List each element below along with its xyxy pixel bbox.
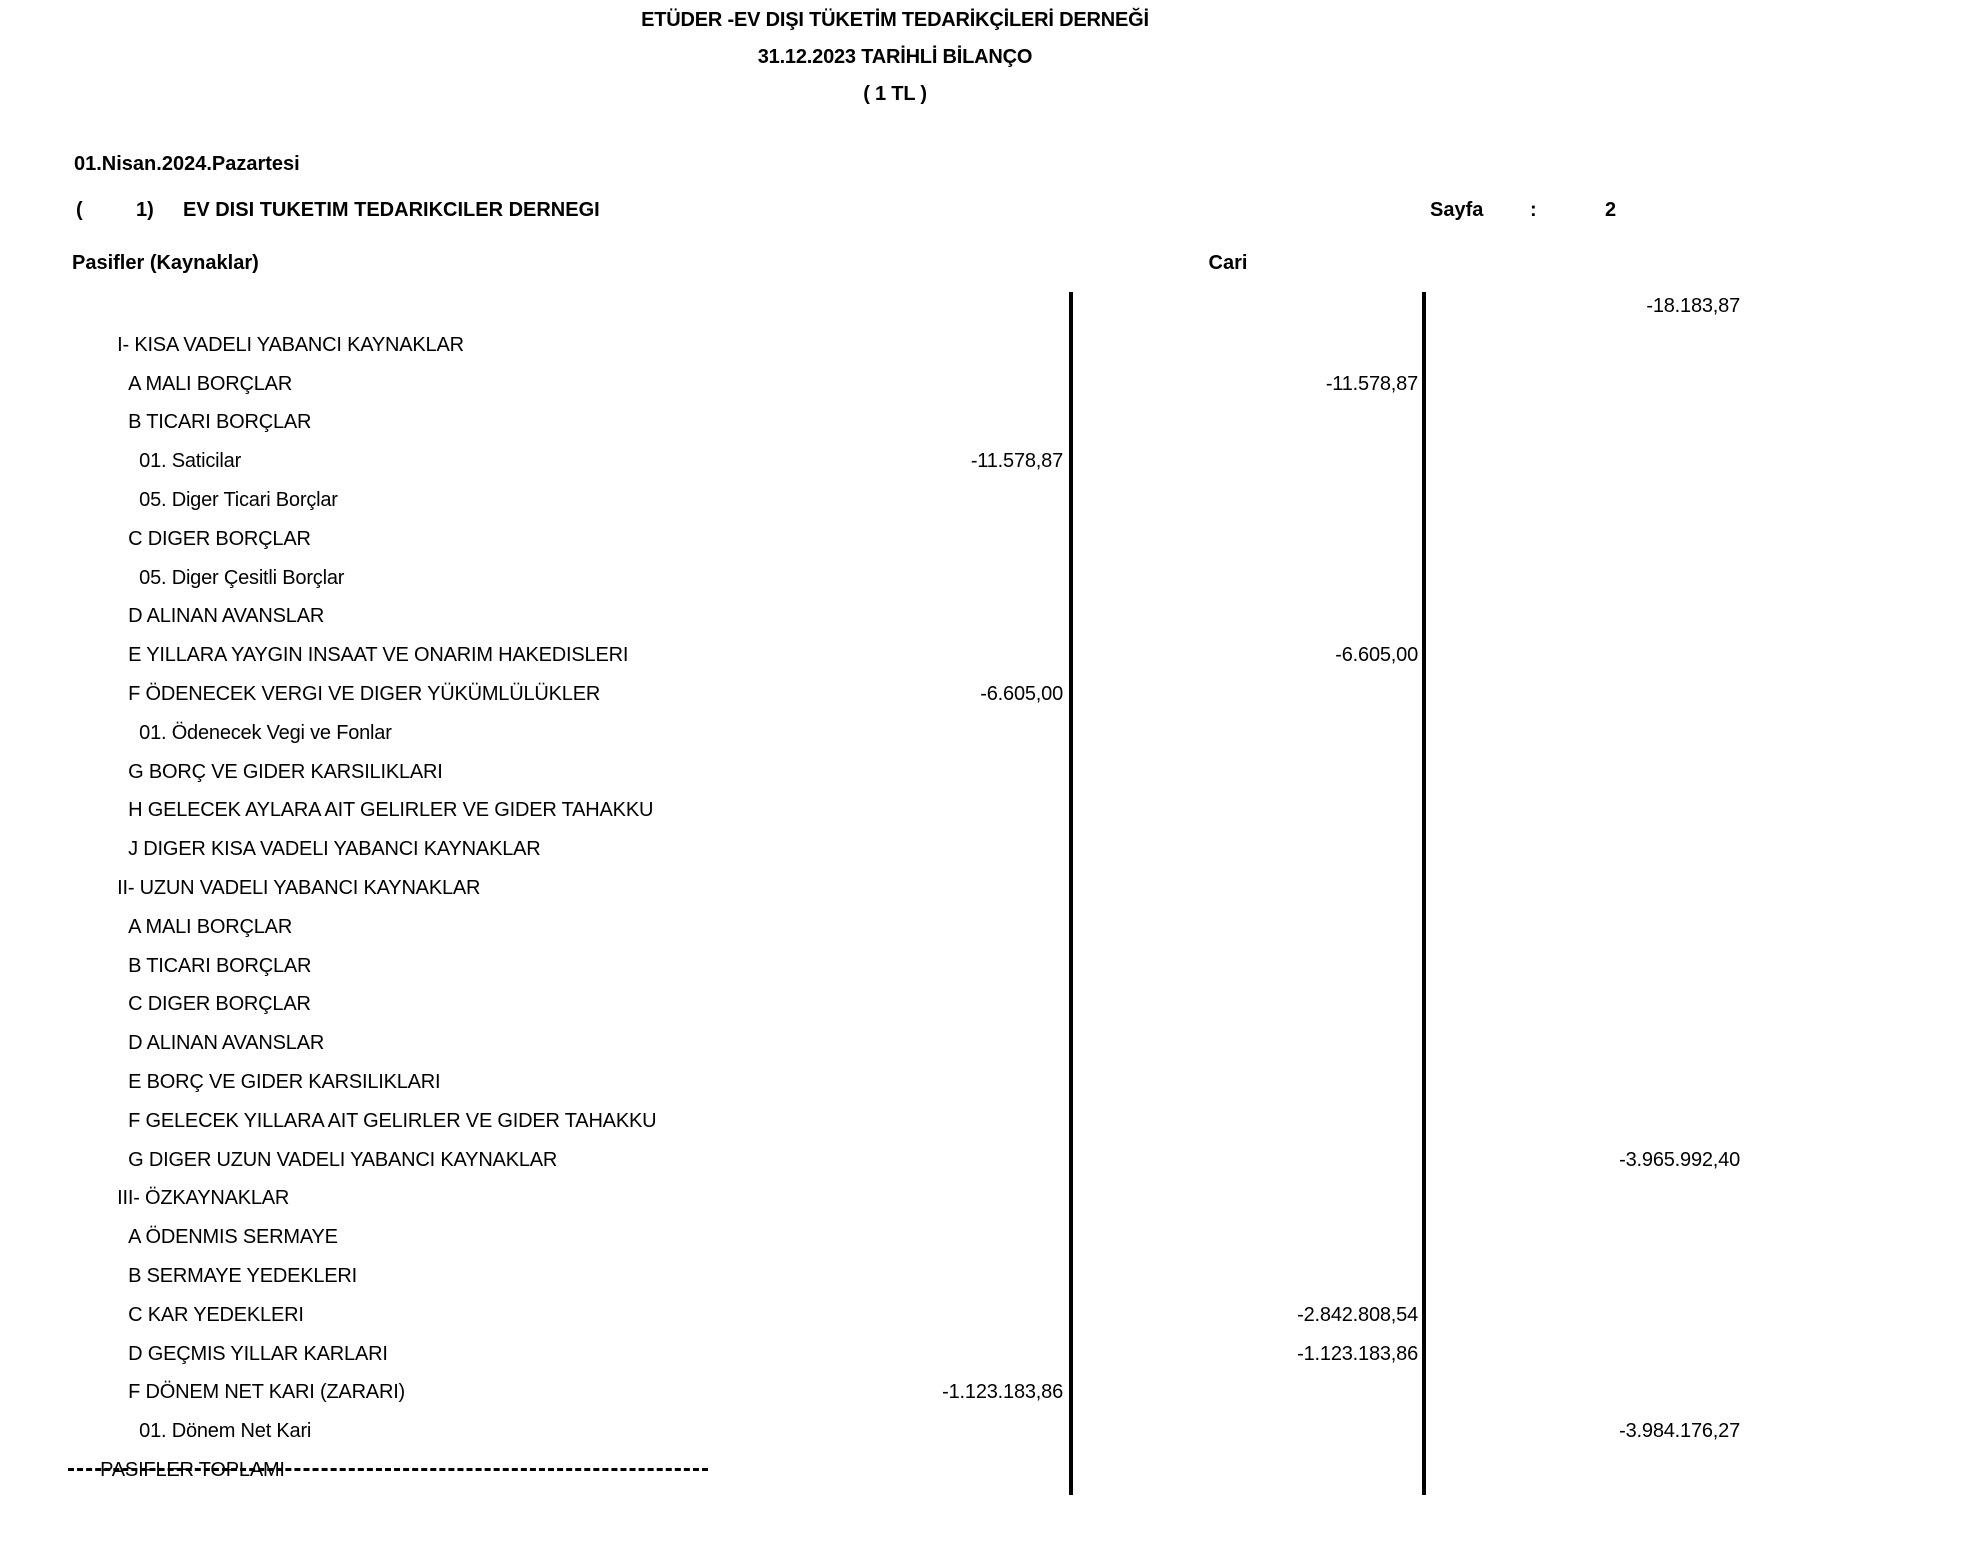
row-amount-detail: -1.123.183,86 (942, 1381, 1063, 1404)
table-row (0, 1024, 1964, 1093)
table-row (0, 985, 1964, 1055)
table-row (0, 908, 1964, 977)
organization-title: ETÜDER -EV DIŞI TÜKETİM TEDARİKÇİLERİ DERNEĞİ (641, 9, 1149, 31)
row-label: C DIGER BORÇLAR (128, 993, 311, 1016)
row-amount-subtotal: -2.842.808,54 (1297, 1303, 1418, 1326)
table-row (0, 287, 1964, 356)
page-colon: : (1530, 199, 1537, 221)
row-label: B SERMAYE YEDEKLERI (128, 1264, 358, 1287)
row-label: G BORÇ VE GIDER KARSILIKLARI (128, 760, 443, 783)
row-amount-subtotal: -11.578,87 (1325, 372, 1418, 395)
row-label: J DIGER KISA VADELI YABANCI KAYNAKLAR (128, 838, 541, 861)
table-row (0, 869, 1964, 938)
column-divider-line-2 (1422, 292, 1426, 1495)
company-open-paren: ( (76, 199, 83, 221)
row-amount-subtotal: -1.123.183,86 (1297, 1342, 1418, 1365)
row-label: D ALINAN AVANSLAR (128, 605, 325, 628)
row-label: 05. Diger Ticari Borçlar (139, 488, 338, 511)
table-row (0, 365, 1964, 434)
row-label: D ALINAN AVANSLAR (128, 1032, 325, 1055)
row-label: F DÖNEM NET KARI (ZARARI) (128, 1381, 406, 1404)
table-row (0, 1141, 1964, 1210)
current-period-header: Cari (1208, 252, 1248, 274)
row-label: F GELECEK YILLARA AIT GELIRLER VE GIDER TAHAKKU (128, 1109, 657, 1132)
page-number: 2 (1605, 199, 1617, 221)
table-row (0, 481, 1964, 550)
row-amount-total: -3.984.176,27 (1619, 1420, 1740, 1443)
row-label: 01. Saticilar (139, 450, 242, 473)
table-row (0, 791, 1964, 861)
dashed-separator (68, 1468, 708, 1471)
row-label: H GELECEK AYLARA AIT GELIRLER VE GIDER TAHAKKU (128, 799, 654, 822)
table-row (0, 1335, 1964, 1404)
company-name: EV DISI TUKETIM TEDARIKCILER DERNEGI (183, 199, 600, 221)
row-amount-detail: -11.578,87 (970, 450, 1063, 473)
liabilities-header: Pasifler (Kaynaklar) (72, 252, 259, 274)
table-row (0, 1063, 1964, 1132)
row-label: I- KISA VADELI YABANCI KAYNAKLAR (117, 333, 464, 356)
report-title: 31.12.2023 TARİHLİ BİLANÇO (757, 46, 1033, 68)
row-label: C KAR YEDEKLERI (128, 1303, 304, 1326)
table-row (0, 1412, 1964, 1481)
table-row (0, 714, 1964, 783)
company-number: 1) (136, 199, 154, 221)
row-amount-total: -3.965.992,40 (1619, 1148, 1740, 1171)
table-row (0, 947, 1964, 1016)
report-header (0, 2, 1790, 113)
row-label: 05. Diger Çesitli Borçlar (139, 566, 345, 589)
row-label: A ÖDENMIS SERMAYE (128, 1226, 338, 1249)
table-row (0, 1179, 1964, 1249)
table-row (0, 442, 1964, 511)
row-amount-subtotal: -6.605,00 (1335, 644, 1418, 667)
row-label: A MALI BORÇLAR (128, 372, 293, 395)
row-label: A MALI BORÇLAR (128, 915, 293, 938)
table-row (0, 675, 1964, 744)
row-label: C DIGER BORÇLAR (128, 527, 311, 550)
table-row (0, 520, 1964, 589)
row-label: G DIGER UZUN VADELI YABANCI KAYNAKLAR (128, 1148, 558, 1171)
row-label: III- ÖZKAYNAKLAR (117, 1187, 290, 1210)
table-row (0, 753, 1964, 822)
row-amount-total: -18.183,87 (1646, 295, 1740, 317)
page-label: Sayfa (1430, 199, 1484, 221)
row-label: D GEÇMIS YILLAR KARLARI (128, 1342, 388, 1365)
row-label: F ÖDENECEK VERGI VE DIGER YÜKÜMLÜLÜKLER (128, 682, 601, 705)
row-label: E BORÇ VE GIDER KARSILIKLARI (128, 1070, 441, 1093)
column-divider-line-1 (1069, 292, 1073, 1495)
table-row (0, 830, 1964, 899)
row-label: E YILLARA YAYGIN INSAAT VE ONARIM HAKEDISLERI (128, 644, 629, 667)
row-amount-detail: -6.605,00 (980, 682, 1063, 705)
table-row (0, 559, 1964, 628)
row-label: B TICARI BORÇLAR (128, 411, 312, 434)
table-row (0, 1218, 1964, 1287)
row-label: 01. Ödenecek Vegi ve Fonlar (139, 721, 392, 744)
row-label: 01. Dönem Net Kari (139, 1420, 312, 1443)
row-label: PASIFLER TOPLAMI (100, 1458, 285, 1481)
print-date: 01.Nisan.2024.Pazartesi (74, 153, 300, 175)
row-label: B TICARI BORÇLAR (128, 954, 312, 977)
row-label: II- UZUN VADELI YABANCI KAYNAKLAR (117, 876, 481, 899)
table-rows (0, 287, 1964, 1481)
table-row (0, 636, 1964, 705)
currency-note: ( 1 TL ) (863, 83, 927, 105)
